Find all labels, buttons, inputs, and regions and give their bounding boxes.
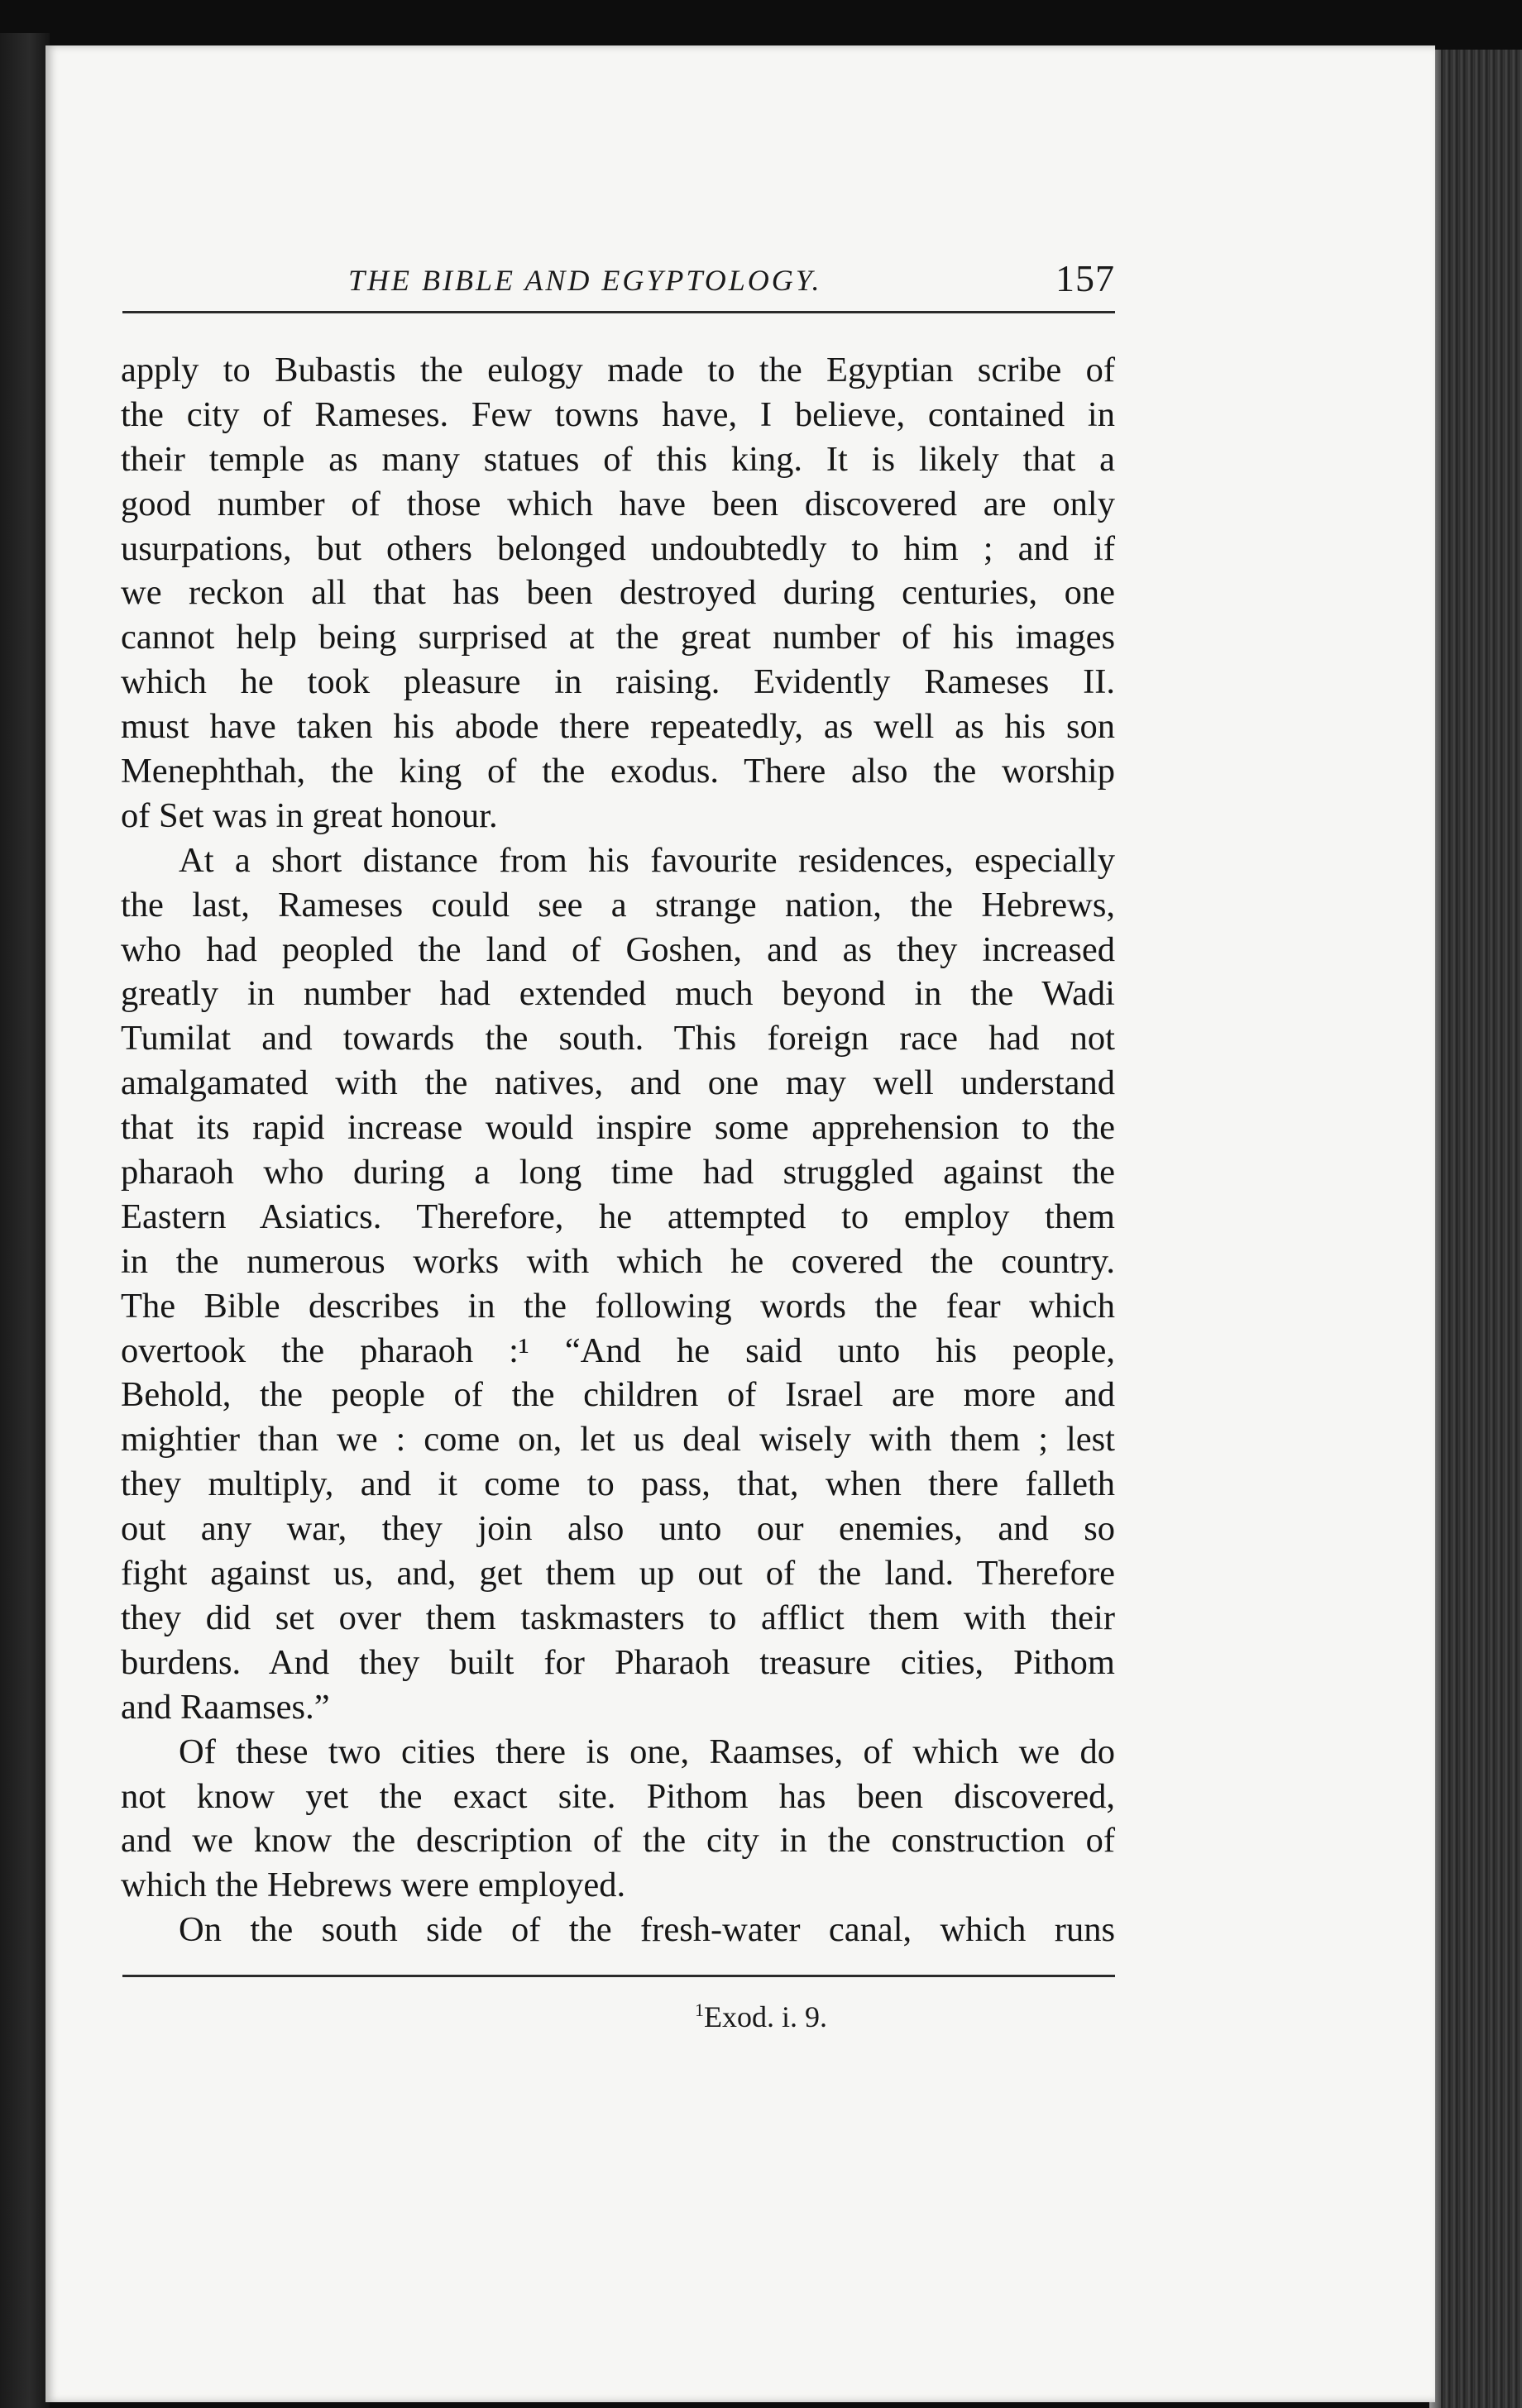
text-line: Menephthah, the king of the exodus. There also the worship [121,752,1115,791]
footnote-rule [122,1975,1115,1977]
running-head [122,255,1115,313]
text-line: overtook the pharaoh :¹ “And he said unto his people, [121,1331,1115,1370]
text-line: burdens. And they built for Pharaoh treasure cities, Pithom [121,1642,1115,1682]
book-page-edges [1429,50,1522,2408]
footnote-marker: 1 [695,1999,704,2020]
text-line: the city of Rameses. Few towns have, I believe, contained in [121,394,1115,434]
footnote-text: Exod. i. 9. [704,2000,827,2033]
text-line: Tumilat and towards the south. This foreign race had not [121,1019,1115,1058]
text-line: fight against us, and, get them up out of the land. Therefore [121,1554,1115,1593]
text-line: greatly in number had extended much beyond in the Wadi [121,974,1115,1014]
text-line: in the numerous works with which he covered the country. [121,1241,1115,1281]
text-line: out any war, they join also unto our enemies, and so [121,1509,1115,1549]
text-line: which he took pleasure in raising. Evidently Rameses II. [121,662,1115,702]
text-line: and Raamses.” [121,1687,330,1727]
running-head-title: THE BIBLE AND EGYPTOLOGY. [348,264,822,297]
binding-shadow [0,33,50,2408]
footnote [0,1999,1522,2034]
text-line: cannot help being surprised at the great number of his images [121,618,1115,657]
body-text [121,348,1115,1952]
text-line: must have taken his abode there repeatedly, as well as his son [121,707,1115,747]
text-line: Behold, the people of the children of Israel are more and [121,1375,1115,1415]
text-line: The Bible describes in the following words the fear which [121,1286,1115,1326]
text-line: good number of those which have been discovered are only [121,484,1115,523]
text-line: On the south side of the fresh-water canal, which runs [179,1910,1115,1950]
text-line: amalgamated with the natives, and one may well understand [121,1063,1115,1103]
page-number: 157 [1055,257,1115,299]
text-line: and we know the description of the city in the construction of [121,1821,1115,1861]
text-line: they did set over them taskmasters to afflict them with their [121,1598,1115,1637]
text-line: that its rapid increase would inspire some apprehension to the [121,1108,1115,1148]
header-rule [122,311,1115,313]
text-line: At a short distance from his favourite residences, especially [179,840,1115,880]
text-line: they multiply, and it come to pass, that, when there falleth [121,1464,1115,1504]
text-line: pharaoh who during a long time had struggled against the [121,1153,1115,1192]
text-line: not know yet the exact site. Pithom has been discovered, [121,1776,1115,1816]
text-line: Eastern Asiatics. Therefore, he attempted to employ them [121,1197,1115,1236]
text-line: the last, Rameses could see a strange nation, the Hebrews, [121,885,1115,924]
text-line: their temple as many statues of this king. It is likely that a [121,439,1115,479]
text-line: we reckon all that has been destroyed during centuries, one [121,573,1115,613]
text-line: usurpations, but others belonged undoubtedly to him ; and if [121,528,1115,568]
text-line: which the Hebrews were employed. [121,1866,626,1905]
text-line: who had peopled the land of Goshen, and as they increased [121,929,1115,969]
text-line: mightier than we : come on, let us deal wisely with them ; lest [121,1420,1115,1460]
text-line: apply to Bubastis the eulogy made to the Egyptian scribe of [121,351,1115,389]
text-line: Of these two cities there is one, Raamses, of which we do [179,1732,1115,1771]
text-line: of Set was in great honour. [121,796,498,835]
